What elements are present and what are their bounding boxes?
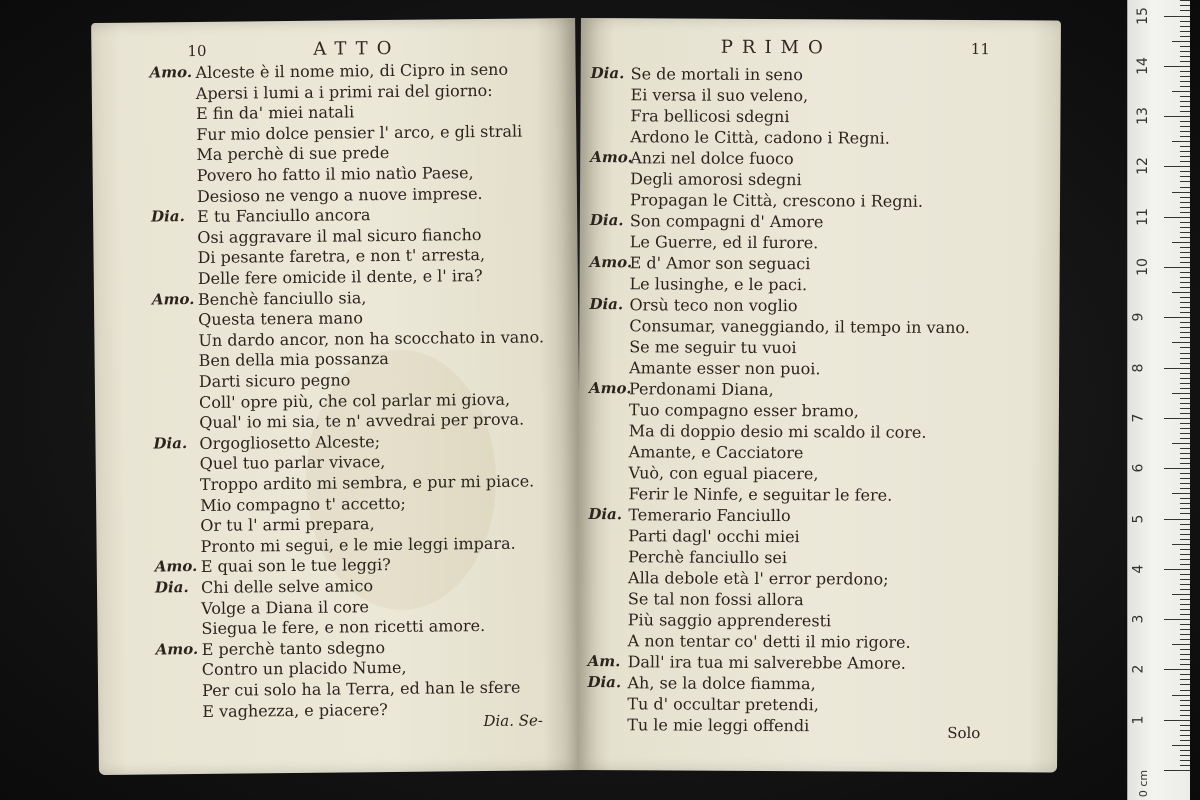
ruler-tick bbox=[1180, 659, 1190, 660]
ruler-tick bbox=[1180, 604, 1190, 605]
ruler-tick bbox=[1172, 493, 1190, 494]
ruler-tick bbox=[1172, 695, 1190, 696]
ruler-tick bbox=[1180, 252, 1190, 253]
page-number-left: 10 bbox=[187, 41, 207, 61]
ruler-tick bbox=[1180, 473, 1190, 474]
ruler-tick bbox=[1180, 197, 1190, 198]
verse-line: Dall' ira tua mi salverebbe Amore. bbox=[627, 652, 906, 673]
verse-line: Di pesante faretra, e non t' arresta, bbox=[197, 245, 486, 268]
ruler-tick bbox=[1180, 458, 1190, 459]
ruler-tick bbox=[1180, 237, 1190, 238]
ruler-tick bbox=[1180, 433, 1190, 434]
ruler-tick bbox=[1180, 347, 1190, 348]
verse-line: E perchè tanto sdegno bbox=[201, 637, 386, 659]
ruler-tick bbox=[1172, 644, 1190, 645]
ruler-tick bbox=[1164, 468, 1190, 469]
verse-line: E fin da' miei natali bbox=[195, 102, 355, 124]
ruler-tick bbox=[1180, 463, 1190, 464]
ruler-tick bbox=[1172, 342, 1190, 343]
ruler-tick bbox=[1180, 654, 1190, 655]
verse-line: Volge a Diana il core bbox=[201, 596, 370, 618]
ruler-tick bbox=[1180, 448, 1190, 449]
ruler-tick bbox=[1164, 317, 1190, 318]
verse-line: E vaghezza, e piacere? bbox=[202, 699, 388, 721]
ruler-tick bbox=[1180, 86, 1190, 87]
ruler-tick bbox=[1180, 428, 1190, 429]
ruler-tick bbox=[1180, 408, 1190, 409]
verse-line: Ben della mia possanza bbox=[198, 349, 389, 371]
catchword: Solo bbox=[947, 723, 981, 743]
verse-line: Perchè fanciullo sei bbox=[628, 547, 788, 568]
ruler-number: 12 bbox=[1134, 157, 1151, 176]
running-head-left: ATTO bbox=[313, 37, 401, 60]
ruler-tick bbox=[1180, 388, 1190, 389]
ruler-tick bbox=[1180, 398, 1190, 399]
ruler-tick bbox=[1164, 217, 1190, 218]
ruler-tick bbox=[1180, 207, 1190, 208]
verse-line: Desioso ne vengo a nuove imprese. bbox=[196, 183, 483, 206]
speaker-label: Amo. bbox=[151, 289, 195, 309]
ruler-tick bbox=[1180, 312, 1190, 313]
verse-line: Quel tuo parlar vivace, bbox=[199, 452, 386, 474]
verse-line: Benchè fanciullo sia, bbox=[197, 287, 367, 309]
verse-line: Degli amorosi sdegni bbox=[630, 169, 802, 190]
ruler-number: 10 bbox=[1134, 258, 1151, 276]
ruler-tick bbox=[1180, 488, 1190, 489]
ruler-tick bbox=[1180, 679, 1190, 680]
ruler-tick bbox=[1180, 106, 1190, 107]
verse-line: Più saggio apprenderesti bbox=[627, 610, 832, 631]
ruler-tick bbox=[1180, 403, 1190, 404]
ruler-tick bbox=[1180, 378, 1190, 379]
ruler-tick bbox=[1164, 569, 1190, 570]
verse-line: Contro un placido Nume, bbox=[201, 658, 407, 680]
verse-line: Se de mortali in seno bbox=[630, 64, 803, 85]
ruler-number: 15 bbox=[1134, 6, 1151, 25]
ruler-tick bbox=[1180, 478, 1190, 479]
ruler-tick bbox=[1180, 609, 1190, 610]
verse-line: Amante, e Cacciatore bbox=[628, 442, 804, 463]
ruler-tick bbox=[1180, 101, 1190, 102]
ruler-tick bbox=[1180, 111, 1190, 112]
ruler-tick bbox=[1164, 368, 1190, 369]
ruler-tick bbox=[1180, 322, 1190, 323]
right-page bbox=[577, 18, 1061, 773]
verse-line: Alceste è il nome mio, di Cipro in seno bbox=[195, 59, 509, 82]
ruler-tick bbox=[1180, 614, 1190, 615]
verse-line: Ma di doppio desio mi scaldo il core. bbox=[628, 421, 927, 442]
ruler-tick bbox=[1180, 413, 1190, 414]
verse-line: Amante esser non puoi. bbox=[629, 358, 821, 379]
ruler-number: 5 bbox=[1130, 514, 1147, 523]
ruler-tick bbox=[1180, 146, 1190, 147]
ruler-tick bbox=[1180, 212, 1190, 213]
ruler-tick bbox=[1180, 423, 1190, 424]
ruler-tick bbox=[1180, 156, 1190, 157]
ruler-tick bbox=[1180, 539, 1190, 540]
ruler-tick bbox=[1180, 629, 1190, 630]
ruler-tick bbox=[1180, 337, 1190, 338]
ruler-tick bbox=[1180, 51, 1190, 52]
verse-line: Parti dagl' occhi miei bbox=[628, 526, 800, 547]
ruler-number: 9 bbox=[1130, 312, 1147, 322]
verse-line: Alla debole età l' error perdono; bbox=[627, 568, 889, 589]
ruler-tick bbox=[1180, 71, 1190, 72]
ruler-tick bbox=[1172, 91, 1190, 92]
ruler-tick bbox=[1180, 760, 1190, 761]
ruler-tick bbox=[1172, 292, 1190, 293]
ruler-tick bbox=[1172, 141, 1190, 142]
verse-line: Qual' io mi sia, te n' avvedrai per prova. bbox=[199, 409, 525, 433]
ruler-tick bbox=[1180, 96, 1190, 97]
catchword: Dia. Se- bbox=[483, 711, 544, 731]
verse-line: Ferir le Ninfe, e seguitar le fere. bbox=[628, 484, 893, 505]
ruler-tick bbox=[1180, 549, 1190, 550]
ruler-tick bbox=[1180, 247, 1190, 248]
ruler-tick bbox=[1180, 5, 1190, 6]
verse-line: Troppo ardito mi sembra, e pur mi piace. bbox=[199, 471, 535, 494]
ruler-tick bbox=[1180, 498, 1190, 499]
verse-line: Apersi i lumi a i primi rai del giorno: bbox=[195, 80, 493, 103]
ruler-tick bbox=[1172, 594, 1190, 595]
ruler-tick bbox=[1180, 136, 1190, 137]
ruler-tick bbox=[1180, 584, 1190, 585]
ruler-tick bbox=[1180, 700, 1190, 701]
verse-line: Fra bellicosi sdegni bbox=[630, 106, 790, 127]
ruler-tick bbox=[1180, 232, 1190, 233]
open-book bbox=[95, 18, 1063, 778]
ruler-tick bbox=[1180, 61, 1190, 62]
speaker-label: Dia. bbox=[154, 578, 189, 597]
verse-line: Questa tenera mano bbox=[198, 308, 364, 330]
speaker-label: Amo. bbox=[588, 379, 632, 398]
ruler-tick bbox=[1180, 46, 1190, 47]
ruler-tick bbox=[1180, 272, 1190, 273]
ruler-tick bbox=[1180, 554, 1190, 555]
ruler-number: 4 bbox=[1130, 564, 1147, 574]
ruler-tick bbox=[1180, 363, 1190, 364]
ruler-tick bbox=[1180, 282, 1190, 283]
ruler-tick bbox=[1180, 36, 1190, 37]
ruler-tick bbox=[1164, 770, 1190, 771]
verse-line: Un dardo ancor, non ha scocchato in vano. bbox=[198, 327, 545, 350]
verse-line: E tu Fanciullo ancora bbox=[197, 205, 371, 227]
verse-line: Le lusinghe, e le paci. bbox=[629, 274, 808, 295]
ruler-tick bbox=[1180, 674, 1190, 675]
verse-line: Chi delle selve amico bbox=[200, 576, 374, 597]
ruler-tick bbox=[1164, 166, 1190, 167]
ruler-tick bbox=[1180, 725, 1190, 726]
ruler-tick bbox=[1180, 26, 1190, 27]
ruler-tick bbox=[1164, 619, 1190, 620]
ruler-tick bbox=[1180, 257, 1190, 258]
left-page bbox=[91, 18, 583, 775]
ruler-tick bbox=[1180, 639, 1190, 640]
verse-line: Fur mio dolce pensier l' arco, e gli strali bbox=[196, 121, 523, 144]
ruler-tick bbox=[1180, 161, 1190, 162]
ruler-tick bbox=[1180, 171, 1190, 172]
ruler-number: 1 bbox=[1130, 715, 1147, 725]
ruler-tick bbox=[1180, 121, 1190, 122]
speaker-label: Amo. bbox=[155, 639, 199, 659]
ruler-tick bbox=[1180, 599, 1190, 600]
ruler-tick bbox=[1180, 750, 1190, 751]
ruler-tick bbox=[1164, 267, 1190, 268]
ruler-tick bbox=[1180, 126, 1190, 127]
ruler-tick bbox=[1180, 710, 1190, 711]
speaker-label: Amo. bbox=[589, 253, 633, 272]
ruler-tick bbox=[1180, 534, 1190, 535]
ruler-tick bbox=[1180, 564, 1190, 565]
ruler-tick bbox=[1180, 765, 1190, 766]
verse-line: Se me seguir tu vuoi bbox=[629, 337, 797, 358]
ruler-tick bbox=[1180, 483, 1190, 484]
ruler-tick bbox=[1164, 669, 1190, 670]
ruler-unit: 0 cm bbox=[1137, 769, 1151, 798]
ruler-tick bbox=[1172, 544, 1190, 545]
ruler-tick bbox=[1180, 684, 1190, 685]
running-head-right: PRIMO bbox=[720, 36, 832, 59]
ruler-tick bbox=[1180, 740, 1190, 741]
ruler-tick bbox=[1180, 453, 1190, 454]
ruler-tick bbox=[1164, 720, 1190, 721]
ruler-tick bbox=[1180, 574, 1190, 575]
ruler-tick bbox=[1180, 524, 1190, 525]
verse-line: Ei versa il suo veleno, bbox=[630, 85, 809, 106]
ruler-tick bbox=[1180, 10, 1190, 11]
verse-line: Tu d' occultar pretendi, bbox=[627, 694, 819, 715]
ruler-number: 6 bbox=[1130, 463, 1147, 473]
speaker-label: Am. bbox=[587, 652, 621, 671]
verse-line: Le Guerre, ed il furore. bbox=[629, 232, 819, 253]
ruler-number: 13 bbox=[1134, 107, 1151, 126]
ruler-tick bbox=[1180, 529, 1190, 530]
speaker-label: Dia. bbox=[590, 64, 625, 83]
ruler-number: 8 bbox=[1130, 363, 1147, 373]
ruler-tick bbox=[1180, 56, 1190, 57]
verse-line: E quai son le tue leggi? bbox=[200, 555, 391, 577]
verse-line: E d' Amor son seguaci bbox=[629, 253, 811, 274]
measuring-ruler bbox=[1127, 0, 1190, 800]
page-number-right: 11 bbox=[970, 40, 990, 59]
verse-line: Tu le mie leggi offendi bbox=[627, 715, 810, 736]
verse-line: Coll' opre più, che col parlar mi giova, bbox=[198, 389, 511, 412]
speaker-label: Dia. bbox=[153, 433, 188, 453]
ruler-tick bbox=[1180, 373, 1190, 374]
ruler-tick bbox=[1172, 242, 1190, 243]
verse-line: Osi aggravare il mal sicuro fiancho bbox=[197, 224, 482, 247]
ruler-tick bbox=[1180, 508, 1190, 509]
speaker-label: Amo. bbox=[149, 63, 193, 82]
ruler-tick bbox=[1180, 358, 1190, 359]
ruler-number: 2 bbox=[1130, 664, 1147, 674]
verse-line: A non tentar co' detti il mio rigore. bbox=[627, 631, 911, 652]
ruler-tick bbox=[1180, 735, 1190, 736]
verse-line: Per cui solo ha la Terra, ed han le sfere bbox=[201, 677, 521, 700]
ruler-tick bbox=[1180, 302, 1190, 303]
ruler-tick bbox=[1180, 151, 1190, 152]
ruler-tick bbox=[1164, 519, 1190, 520]
verse-line: Propagan le Città, crescono i Regni. bbox=[629, 190, 924, 211]
ruler-tick bbox=[1180, 187, 1190, 188]
verse-line: Ma perchè di sue prede bbox=[196, 143, 390, 165]
verse-line: Vuò, con egual piacere, bbox=[628, 463, 819, 484]
ruler-tick bbox=[1164, 16, 1190, 17]
ruler-tick bbox=[1180, 690, 1190, 691]
verse-line: Darti sicuro pegno bbox=[198, 370, 351, 391]
ruler-tick bbox=[1180, 176, 1190, 177]
verse-line: Or tu l' armi prepara, bbox=[200, 514, 375, 536]
ruler-tick bbox=[1180, 21, 1190, 22]
ruler-tick bbox=[1172, 443, 1190, 444]
ruler-tick bbox=[1180, 181, 1190, 182]
ruler-tick bbox=[1172, 393, 1190, 394]
verse-line: Orgogliosetto Alceste; bbox=[199, 431, 381, 453]
ruler-tick bbox=[1180, 222, 1190, 223]
speaker-label: Dia. bbox=[587, 673, 622, 692]
ruler-tick bbox=[1180, 559, 1190, 560]
verse-line: Temerario Fanciullo bbox=[628, 505, 791, 526]
ruler-tick bbox=[1172, 192, 1190, 193]
ruler-tick bbox=[1180, 31, 1190, 32]
ruler-tick bbox=[1180, 579, 1190, 580]
verse-line: Perdonami Diana, bbox=[628, 379, 774, 400]
speaker-label: Dia. bbox=[589, 211, 624, 230]
ruler-tick bbox=[1180, 624, 1190, 625]
ruler-tick bbox=[1180, 503, 1190, 504]
ruler-tick bbox=[1180, 262, 1190, 263]
verse-line: Povero ho fatto il mio natìo Paese, bbox=[196, 163, 474, 185]
ruler-tick bbox=[1180, 664, 1190, 665]
speaker-label: Dia. bbox=[588, 505, 623, 524]
speaker-label: Dia. bbox=[589, 295, 624, 314]
ruler-tick bbox=[1180, 353, 1190, 354]
ruler-tick bbox=[1180, 755, 1190, 756]
verse-line: Ah, se la dolce fiamma, bbox=[627, 673, 816, 694]
verse-line: Pronto mi segui, e le mie leggi impara. bbox=[200, 533, 516, 556]
verse-line: Son compagni d' Amore bbox=[629, 211, 824, 232]
speaker-label: Amo. bbox=[590, 148, 633, 167]
ruler-tick bbox=[1180, 705, 1190, 706]
ruler-tick bbox=[1180, 383, 1190, 384]
ruler-tick bbox=[1180, 327, 1190, 328]
ruler-tick bbox=[1180, 715, 1190, 716]
ruler-number: 14 bbox=[1134, 56, 1151, 75]
ruler-tick bbox=[1180, 438, 1190, 439]
ruler-tick bbox=[1172, 745, 1190, 746]
verse-line: Consumar, vaneggiando, il tempo in vano. bbox=[629, 316, 970, 338]
ruler-tick bbox=[1164, 418, 1190, 419]
ruler-tick bbox=[1180, 81, 1190, 82]
verse-line: Delle fere omicide il dente, e l' ira? bbox=[197, 266, 483, 288]
ruler-number: 11 bbox=[1134, 207, 1151, 226]
verse-line: Se tal non fossi allora bbox=[627, 589, 804, 610]
ruler-tick bbox=[1180, 131, 1190, 132]
verse-line: Ardono le Città, cadono i Regni. bbox=[630, 127, 890, 148]
speaker-label: Dia. bbox=[151, 207, 185, 226]
ruler-tick bbox=[1180, 730, 1190, 731]
ruler-tick bbox=[1180, 297, 1190, 298]
verse-line: Tuo compagno esser bramo, bbox=[628, 400, 859, 421]
ruler-tick bbox=[1180, 287, 1190, 288]
ruler-tick bbox=[1180, 307, 1190, 308]
speaker-label: Amo. bbox=[154, 557, 198, 576]
ruler-tick bbox=[1180, 589, 1190, 590]
ruler-number: 7 bbox=[1130, 413, 1147, 423]
ruler-number: 3 bbox=[1130, 614, 1147, 624]
ruler-tick bbox=[1164, 116, 1190, 117]
verse-line: Anzi nel dolce fuoco bbox=[630, 148, 794, 169]
ruler-tick bbox=[1164, 66, 1190, 67]
ruler-tick bbox=[1180, 202, 1190, 203]
ruler-tick bbox=[1180, 332, 1190, 333]
ruler-tick bbox=[1172, 41, 1190, 42]
verse-line: Orsù teco non voglio bbox=[629, 295, 798, 316]
ruler-tick bbox=[1180, 634, 1190, 635]
ruler-tick bbox=[1180, 513, 1190, 514]
verse-line: Mio compagno t' accetto; bbox=[200, 493, 406, 515]
ruler-tick bbox=[1180, 277, 1190, 278]
ruler-tick bbox=[1180, 227, 1190, 228]
ruler-tick bbox=[1180, 76, 1190, 77]
ruler-tick bbox=[1180, 649, 1190, 650]
ruler-tick bbox=[1180, 0, 1190, 1]
verse-line: Siegua le fere, e non ricetti amore. bbox=[201, 616, 486, 639]
